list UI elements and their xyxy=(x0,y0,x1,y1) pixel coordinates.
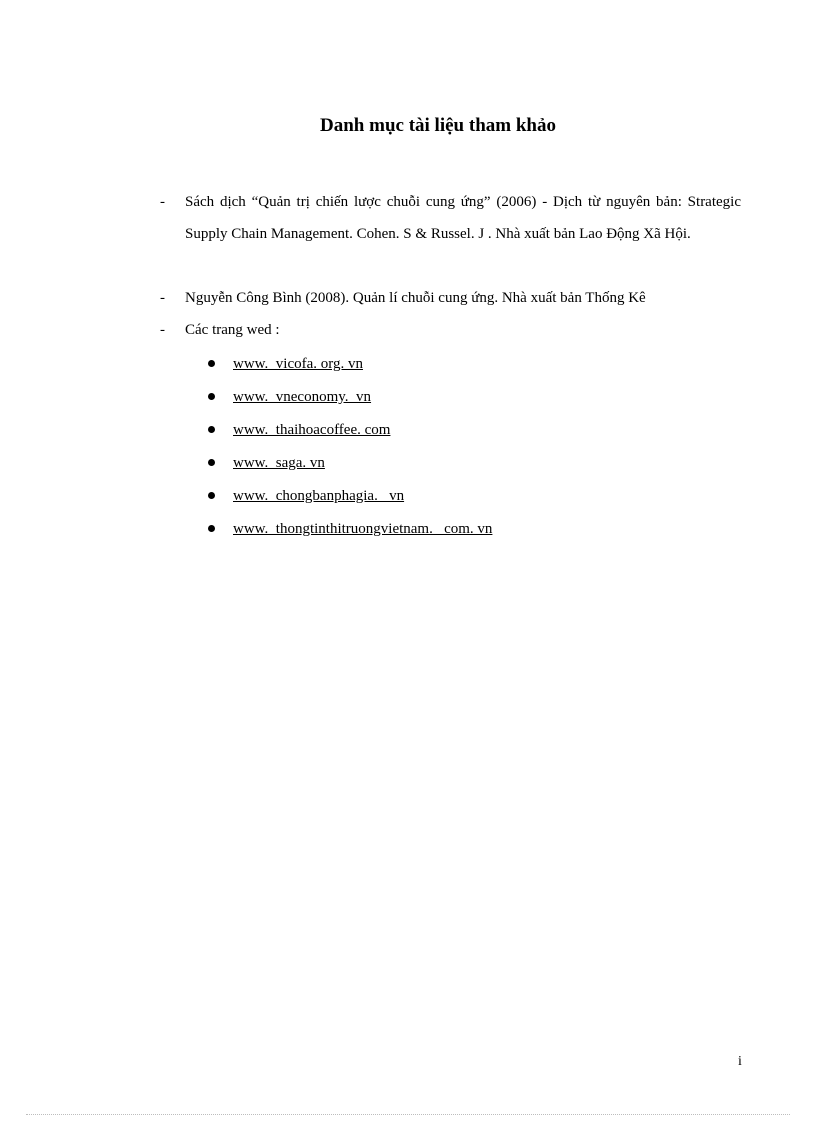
page-title: Danh mục tài liệu tham khảo xyxy=(320,115,556,136)
website-link[interactable]: www. thaihoacoffee. com xyxy=(233,422,391,438)
bullet-icon xyxy=(208,525,215,532)
bullet-icon xyxy=(208,426,215,433)
reference-text: Nguyễn Công Bình (2008). Quản lí chuỗi cung ứng. Nhà xuất bản Thống Kê xyxy=(185,290,646,306)
website-link[interactable]: www. vicofa. org. vn xyxy=(233,356,363,372)
website-item xyxy=(0,386,816,410)
page-number: i xyxy=(738,1054,742,1069)
website-item xyxy=(0,485,816,509)
dash-marker: - xyxy=(160,194,165,210)
website-link[interactable]: www. vneconomy. vn xyxy=(233,389,372,405)
website-link[interactable]: www. saga. vn xyxy=(233,455,325,471)
bullet-icon xyxy=(208,459,215,466)
website-item xyxy=(0,452,816,476)
bullet-icon xyxy=(208,492,215,499)
website-link[interactable]: www. chongbanphagia. vn xyxy=(233,488,405,504)
website-item xyxy=(0,419,816,443)
bullet-icon xyxy=(208,360,215,367)
website-link[interactable]: www. thongtinthitruongvietnam. com. vn xyxy=(233,521,493,537)
dash-marker: - xyxy=(160,322,165,338)
reference-text: Các trang wed : xyxy=(185,322,280,338)
website-item xyxy=(0,353,816,377)
website-item xyxy=(0,518,816,542)
bullet-icon xyxy=(208,393,215,400)
dash-marker: - xyxy=(160,290,165,306)
page-bottom-rule xyxy=(26,1114,790,1115)
reference-text: Sách dịch “Quản trị chiến lược chuỗi cung ứng” (2006) - Dịch từ nguyên bản: Strategic Supply Chain Management. Cohen. S & Russel. J . Nhà xuất bản Lao Động Xã Hội. xyxy=(185,194,741,242)
